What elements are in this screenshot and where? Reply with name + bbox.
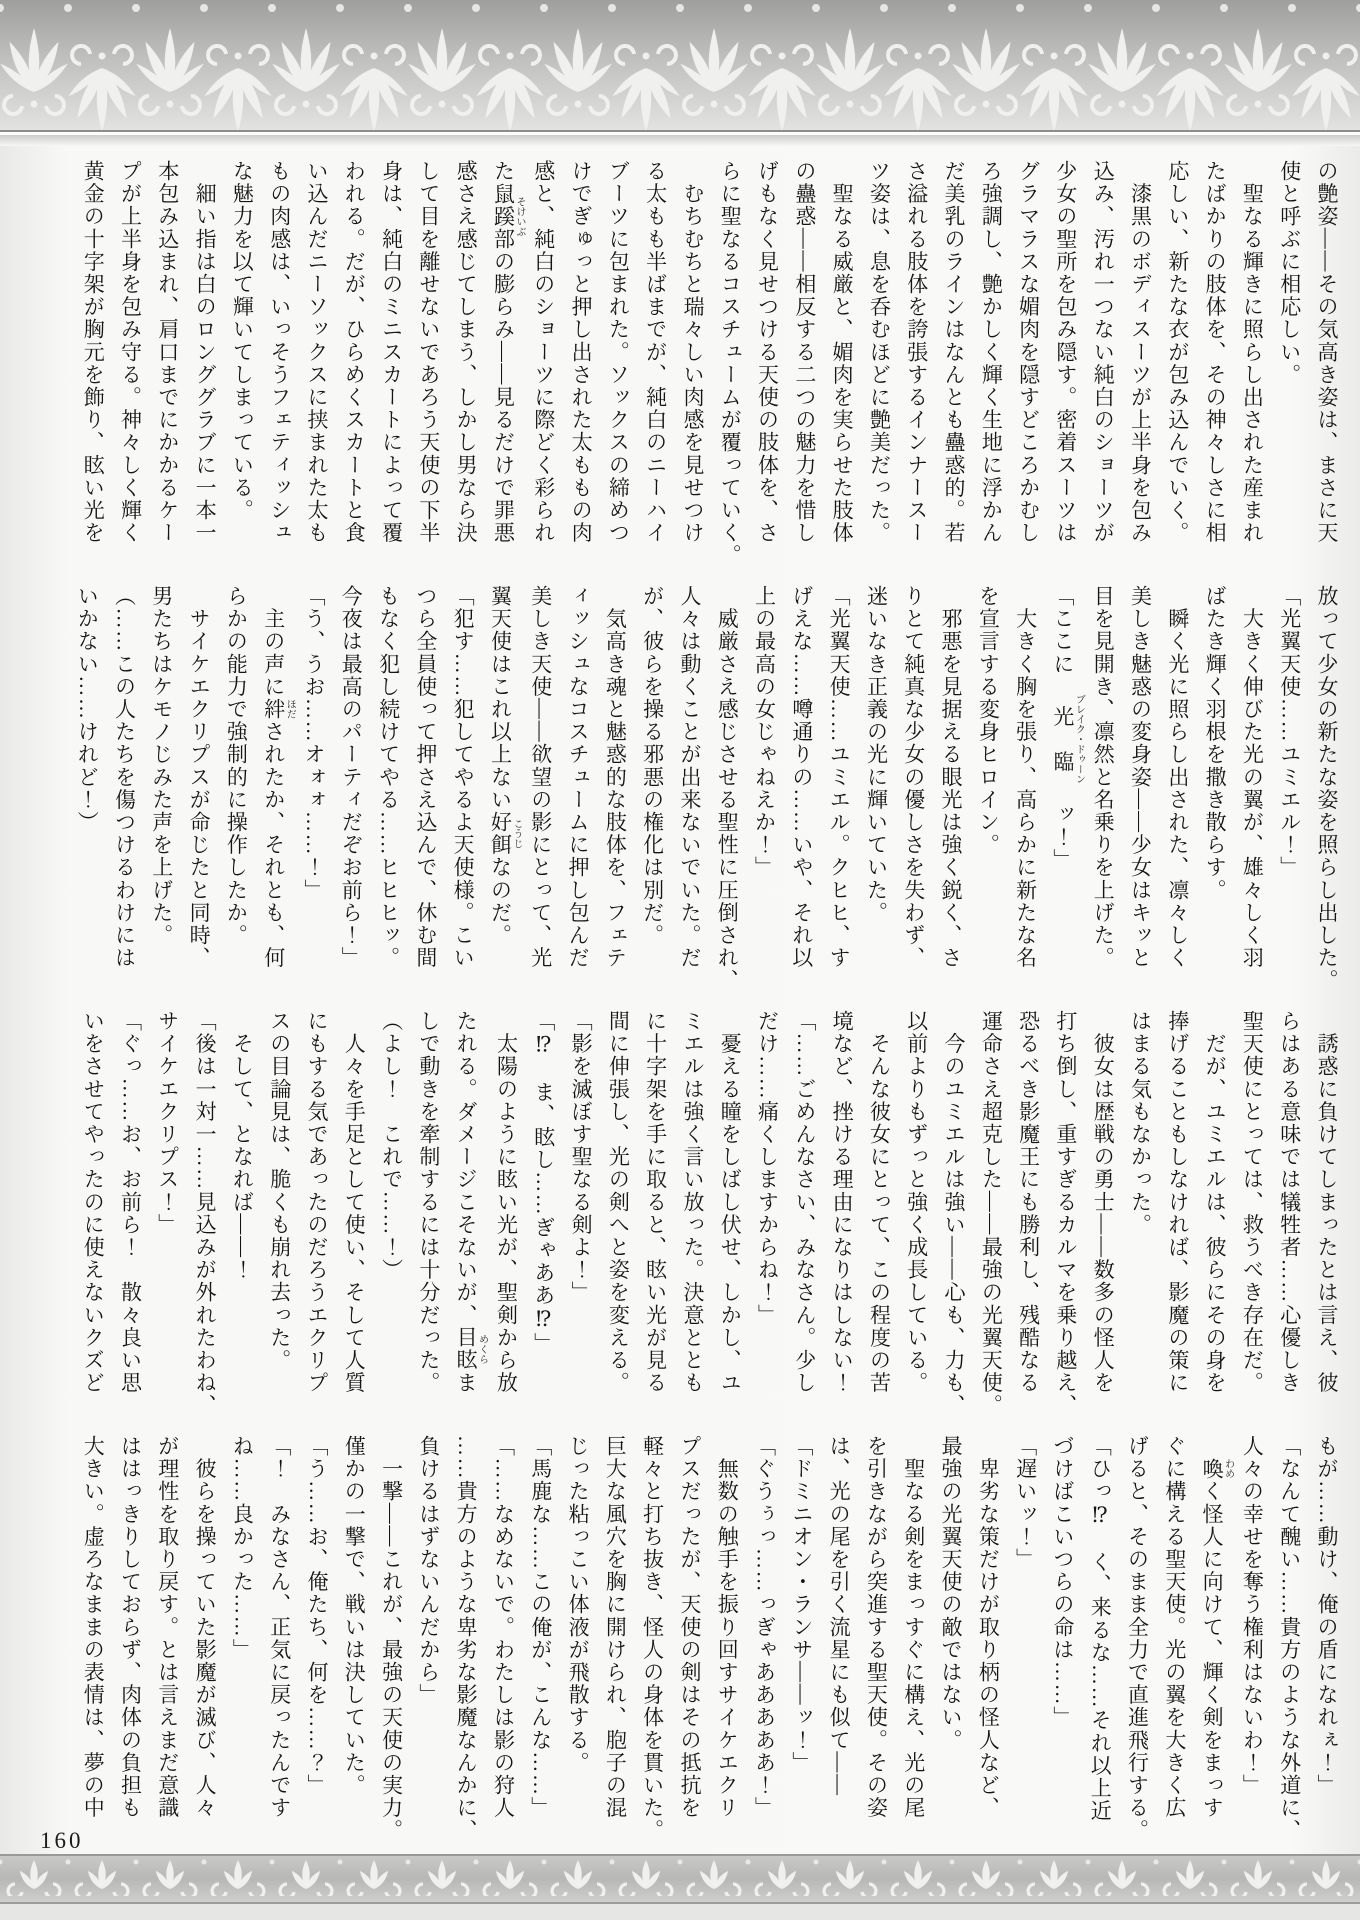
text-column: 「遅いッ！」 bbox=[1013, 1435, 1038, 1571]
text-column: 本包み込まれ、肩口までにかかるケー bbox=[155, 160, 180, 545]
text-column: 僅かの一撃で、戦いは決していた。 bbox=[342, 1435, 367, 1797]
text-column: 翼天使はこれ以上ない好餌こうじなのだ。 bbox=[488, 585, 522, 947]
text-column: 太陽のように眩い光が、聖剣から放 bbox=[494, 1010, 519, 1395]
text-column: 邪悪を見据える眼光は強く鋭く、さ bbox=[939, 585, 964, 970]
text-column: ろ強調し、艶かしく輝く生地に浮かん bbox=[979, 160, 1004, 545]
text-column: が、彼らを操る邪悪の権化は別だ。 bbox=[640, 585, 665, 947]
text-column: 細い指は白のロンググラブに一本一 bbox=[193, 160, 218, 545]
text-column: 巨大な風穴を胸に開けられ、胞子の混 bbox=[603, 1435, 628, 1820]
text-column: そして、となれば――！ bbox=[230, 1010, 255, 1282]
text-column: る太もも半ばまでが、純白のニーハイ bbox=[643, 160, 668, 545]
text-column: 「ぐうぅっ……っぎゃあああああ！」 bbox=[752, 1435, 777, 1820]
text-column: 上の最高の女じゃねえか！」 bbox=[752, 585, 777, 879]
text-column: 憂える瞳をしばし伏せ、しかし、ユ bbox=[718, 1010, 743, 1395]
text-column: たれる。ダメージこそないが、目眩めくらま bbox=[454, 1010, 488, 1395]
text-column: もが……動け、俺の盾になれぇ！」 bbox=[1315, 1435, 1339, 1797]
text-column: 漆黒のボディスーツが上半身を包み bbox=[1128, 160, 1153, 545]
text-column: 「光翼天使……ユミエル。クヒヒ、す bbox=[827, 585, 852, 970]
text-column: 黄金の十字架が胸元を飾り、眩い光を bbox=[81, 160, 106, 545]
text-column: もの肉感は、いっそうフェティッシュ bbox=[267, 160, 292, 545]
text-column: りとて純真な少女の優しさを失わず、 bbox=[901, 585, 926, 970]
text-column: 「ひっ⁉ く、来るな……それ以上近 bbox=[1088, 1435, 1113, 1823]
text-column: を宣言する変身ヒロイン。 bbox=[976, 585, 1001, 857]
text-column: して目を離せないであろう天使の下半 bbox=[416, 160, 441, 545]
text-column: 「馬鹿な……この俺が、こんな……」 bbox=[528, 1435, 553, 1820]
text-band-1 bbox=[73, 160, 1345, 567]
text-column: は、光の尾を引く流星にも似て―― bbox=[827, 1435, 852, 1797]
text-column: 打ち倒し、重すぎるカルマを乗り越え、 bbox=[1053, 1010, 1078, 1417]
text-column: 聖なる剣をまっすぐに構え、光の尾 bbox=[901, 1435, 926, 1820]
text-column: 今のユミエルは強い――心も、力も、 bbox=[942, 1010, 967, 1417]
text-column: 恐るべき影魔王にも勝利し、残酷なる bbox=[1016, 1010, 1041, 1395]
text-column: （よし！ これで……！） bbox=[379, 1010, 404, 1282]
text-column: 「ここに 光 臨ブレイク・ドゥーン ッ！」 bbox=[1050, 585, 1085, 872]
text-column: はまる気もなかった。 bbox=[1128, 1010, 1153, 1236]
text-column: 大きく伸びた光の翼が、雄々しく羽 bbox=[1240, 585, 1265, 970]
text-column: 身は、純白のミニスカートによって覆 bbox=[379, 160, 404, 545]
text-column: サイケエクリプス！」 bbox=[155, 1010, 180, 1236]
text-column: （……この人たちを傷つけるわけには bbox=[112, 585, 137, 970]
text-column: 無数の触手を振り回すサイケエクリ bbox=[715, 1435, 740, 1820]
text-column: げえな……噂通りの……いや、それ以 bbox=[789, 585, 814, 970]
text-column: 運命さえ超克した――最強の光翼天使。 bbox=[979, 1010, 1004, 1417]
text-column: 使と呼ぶに相応しい。 bbox=[1277, 160, 1302, 386]
text-column: じった粘っこい体液が飛散する。 bbox=[566, 1435, 591, 1774]
text-column: けでぎゅっと押し出された太ももの肉 bbox=[569, 160, 594, 545]
text-band-3 bbox=[73, 1010, 1345, 1417]
text-column: 感と、純白のショーツに際どく彩られ bbox=[531, 160, 556, 545]
text-column: 「ぐっ……お、お前ら！ 散々良い思 bbox=[118, 1010, 143, 1395]
text-column: スの目論見は、脆くも崩れ去った。 bbox=[267, 1010, 292, 1372]
text-column: ばたき輝く羽根を撒き散らす。 bbox=[1203, 585, 1228, 902]
text-column: づけばこいつらの命は……」 bbox=[1050, 1435, 1075, 1729]
bottom-ornament-border bbox=[0, 1852, 1360, 1920]
text-column: 負けるはずないんだから」 bbox=[416, 1435, 441, 1707]
text-column: われる。だが、ひらめくスカートと食 bbox=[342, 160, 367, 545]
text-column: 「犯す……犯してやるよ天使様。こい bbox=[451, 585, 476, 970]
text-column: 間に伸張し、光の剣へと姿を変える。 bbox=[606, 1010, 631, 1395]
text-column: 感さえ感じてしまう、しかし男なら決 bbox=[454, 160, 479, 545]
text-column: 喚わめく怪人に向けて、輝く剣をまっす bbox=[1200, 1457, 1234, 1820]
text-column: しで動きを牽制するには十分だった。 bbox=[416, 1010, 441, 1395]
text-column: ははっきりしておらず、肉体の負担も bbox=[118, 1435, 143, 1820]
text-column: 「⁉ ま、眩し……ぎゃああ⁉」 bbox=[531, 1010, 556, 1355]
text-column: 迷いなき正義の光に輝いていた。 bbox=[864, 585, 889, 924]
text-column: 「！ みなさん、正気に戻ったんです bbox=[267, 1435, 292, 1820]
text-column: だが、ユミエルは、彼らにその身を bbox=[1203, 1010, 1228, 1395]
text-column: ツ姿は、息を呑むほどに艶美だった。 bbox=[867, 160, 892, 545]
text-column: 大きく胸を張り、高らかに新たな名 bbox=[1013, 585, 1038, 970]
text-column: 放って少女の新たな姿を照らし出した。 bbox=[1315, 585, 1339, 992]
text-column: の艶姿――その気高き姿は、まさに天 bbox=[1315, 160, 1339, 545]
text-column: 目を見開き、凛然と名乗りを上げた。 bbox=[1091, 585, 1116, 970]
text-column: 最強の光翼天使の敵ではない。 bbox=[939, 1435, 964, 1752]
text-column: の蠱惑――相反する二つの魅力を惜し bbox=[792, 160, 817, 545]
text-column: 軽々と打ち抜き、怪人の身体を貫いた。 bbox=[640, 1435, 665, 1842]
text-column: 「……なめないで。わたしは影の狩人 bbox=[491, 1435, 516, 1820]
text-column: つら全員使って押さえ込んで、休む間 bbox=[413, 585, 438, 970]
top-ornament-border bbox=[0, 0, 1360, 146]
text-column: 聖なる輝きに照らし出された産まれ bbox=[1240, 160, 1265, 545]
text-column: が理性を取り戻す。とは言えまだ意識 bbox=[155, 1435, 180, 1820]
text-column: げると、そのまま全力で直進飛行する。 bbox=[1125, 1435, 1150, 1842]
text-column: だけ……痛くしますからね！」 bbox=[755, 1010, 780, 1327]
text-column: た鼠蹊部そけいぶの膨らみ――見るだけで罪悪 bbox=[491, 160, 525, 545]
text-column: 美しき魅惑の変身姿――少女はキッと bbox=[1128, 585, 1153, 970]
text-column: もなく犯し続けてやる……ヒヒヒッ。 bbox=[376, 585, 401, 970]
text-column: らに聖なるコスチュームが覆っていく。 bbox=[718, 160, 743, 567]
text-column: 人々は動くことが出来ないでいた。だ bbox=[677, 585, 702, 970]
text-column: プスだったが、天使の剣はその抵抗を bbox=[677, 1435, 702, 1820]
text-column: 人々の幸せを奪う権利はないわ！」 bbox=[1240, 1435, 1265, 1797]
text-column: プが上半身を包み守る。神々しく輝く bbox=[118, 160, 143, 545]
text-column: らかの能力で強制的に操作したか。 bbox=[224, 585, 249, 947]
text-column: 込み、汚れ一つない純白のショーツが bbox=[1091, 160, 1116, 545]
text-column: 今夜は最高のパーティだぞお前ら！」 bbox=[339, 585, 364, 970]
text-column: な魅力を以て輝いてしまっている。 bbox=[230, 160, 255, 522]
text-column: そんな彼女にとって、この程度の苦 bbox=[867, 1010, 892, 1395]
text-column: い込んだニーソックスに挟まれた太も bbox=[304, 160, 329, 545]
text-column: グラマラスな媚肉を隠すどころかむし bbox=[1016, 160, 1041, 545]
text-column: 彼女は歴戦の勇士――数多の怪人を bbox=[1091, 1010, 1116, 1395]
text-column: 「……ごめんなさい、みなさん。少し bbox=[792, 1010, 817, 1395]
text-column: 一撃――これが、最強の天使の実力。 bbox=[379, 1435, 404, 1842]
text-column: 彼らを操っていた影魔が滅び、人々 bbox=[193, 1435, 218, 1820]
text-column: ブーツに包まれた。ソックスの締めつ bbox=[606, 160, 631, 545]
text-column: 以前よりもずっと強く成長している。 bbox=[904, 1010, 929, 1395]
text-column: 聖天使にとっては、救うべき存在だ。 bbox=[1240, 1010, 1265, 1395]
text-column: 「う、うお……オォォ……！」 bbox=[301, 585, 326, 902]
text-band-2 bbox=[73, 585, 1345, 992]
text-column: 誘惑に負けてしまったとは言え、彼 bbox=[1315, 1010, 1339, 1395]
text-column: 「影を滅ぼす聖なる剣よ！」 bbox=[569, 1010, 594, 1304]
text-column: にもする気であったのだろうエクリプ bbox=[304, 1010, 329, 1395]
text-column: いかない……けれど！） bbox=[75, 585, 100, 834]
text-column: むちむちと瑞々しい肉感を見せつけ bbox=[680, 160, 705, 545]
text-column: ぐに構える聖天使。光の翼を大きく広 bbox=[1162, 1435, 1187, 1820]
text-column: ね……良かった……」 bbox=[230, 1435, 255, 1661]
text-column: ィッシュなコスチュームに押し包んだ bbox=[566, 585, 591, 970]
text-column: 瞬く光に照らし出された、凛々しく bbox=[1165, 585, 1190, 970]
text-column: ミエルは強く言い放った。決意ととも bbox=[680, 1010, 705, 1395]
text-column: さ溢れる肢体を誇張するインナースー bbox=[904, 160, 929, 545]
text-column: サイケエクリプスが命じたと同時、 bbox=[187, 585, 212, 970]
text-column: 「後は一対一……見込みが外れたわね、 bbox=[193, 1010, 218, 1417]
text-column: 男たちはケモノじみた声を上げた。 bbox=[149, 585, 174, 947]
text-column: 卑劣な策だけが取り柄の怪人など、 bbox=[976, 1435, 1001, 1820]
text-column: 「なんて醜い……貴方のような外道に、 bbox=[1277, 1435, 1302, 1842]
text-column: 応しい、新たな衣が包み込んでいく。 bbox=[1165, 160, 1190, 545]
text-column: 威厳さえ感じさせる聖性に圧倒され、 bbox=[715, 585, 740, 992]
text-column: ……貴方のような卑劣な影魔なんかに、 bbox=[454, 1435, 479, 1842]
text-column: 主の声に絆ほだされたか、それとも、何 bbox=[261, 585, 296, 970]
text-band-4 bbox=[73, 1435, 1345, 1842]
text-column: だ美乳のラインはなんとも蠱惑的。若 bbox=[942, 160, 967, 545]
text-column: いをさせてやったのに使えないクズど bbox=[81, 1010, 106, 1395]
text-column: 聖なる威厳と、媚肉を実らせた肢体 bbox=[830, 160, 855, 545]
text-column: に十字架を手に取ると、眩い光が見る bbox=[643, 1010, 668, 1395]
page-number: 160 bbox=[40, 1828, 84, 1853]
text-column: 捧げることもしなければ、影魔の策に bbox=[1165, 1010, 1190, 1395]
text-column: を引きながら突進する聖天使。その姿 bbox=[864, 1435, 889, 1820]
text-column: 「う……お、俺たち、何を……？」 bbox=[304, 1435, 329, 1797]
text-column: 「光翼天使……ユミエル！」 bbox=[1277, 585, 1302, 879]
text-column: たばかりの肢体を、その神々しさに相 bbox=[1203, 160, 1228, 545]
text-column: げもなく見せつける天使の肢体を、さ bbox=[755, 160, 780, 545]
text-column: 大きい。虚ろなままの表情は、夢の中 bbox=[81, 1435, 106, 1820]
text-column: 美しき天使――欲望の影にとって、光 bbox=[528, 585, 553, 970]
text-column: 気高き魂と魅惑的な肢体を、フェテ bbox=[603, 585, 628, 970]
text-column: 境など、挫ける理由になりはしない！ bbox=[830, 1010, 855, 1395]
text-column: 人々を手足として使い、そして人質 bbox=[342, 1010, 367, 1395]
text-column: 「ドミニオン・ランサ――ッ！」 bbox=[789, 1435, 814, 1774]
text-column: 少女の聖所を包み隠す。密着スーツは bbox=[1053, 160, 1078, 545]
text-column: らはある意味では犠牲者……心優しき bbox=[1277, 1010, 1302, 1395]
